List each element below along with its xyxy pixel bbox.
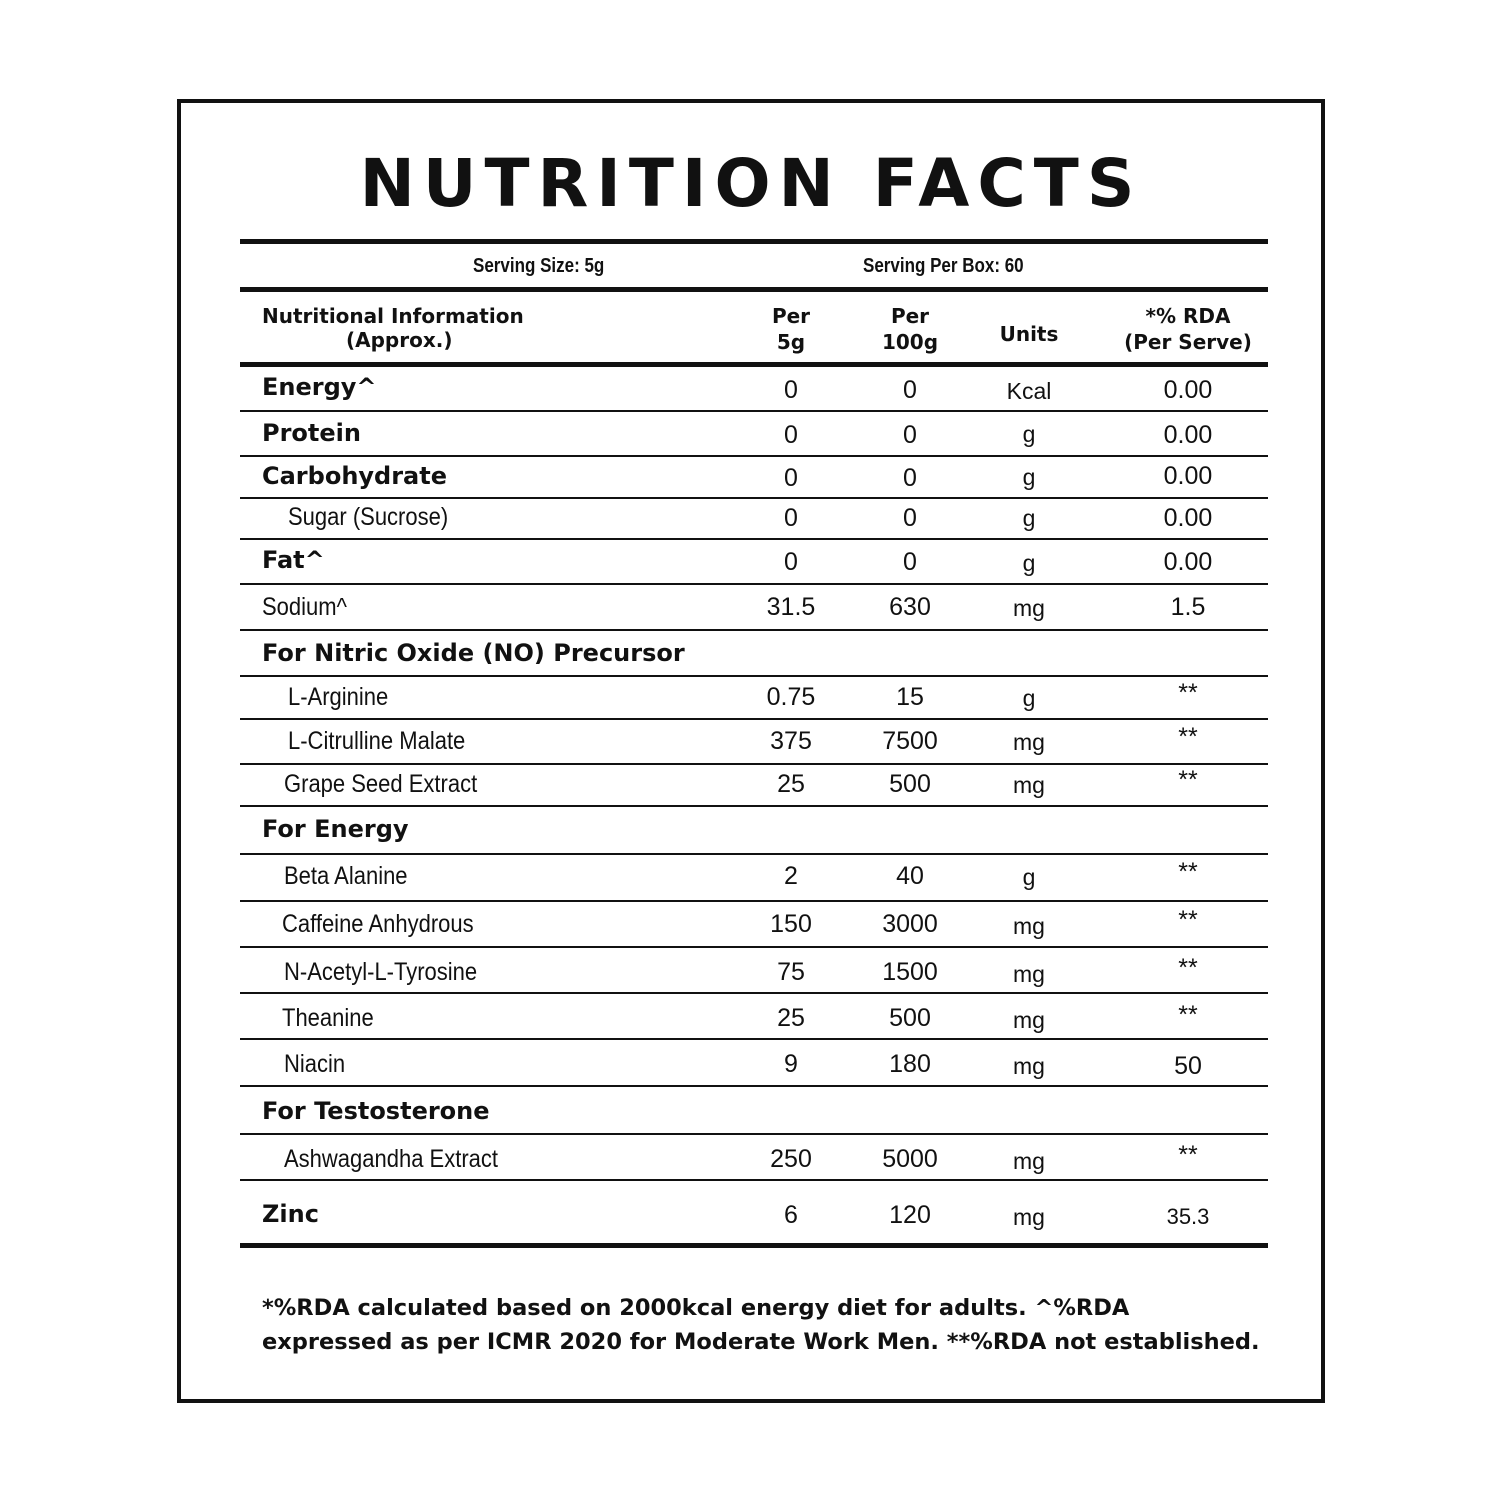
rda-value: 0.00 (1163, 421, 1213, 449)
unit: mg (1013, 595, 1045, 621)
value-per-5g: 9 (784, 1050, 798, 1078)
value-per-100g: 7500 (882, 727, 938, 755)
header-rda: *% RDA (Per Serve) (1124, 304, 1252, 354)
unit: mg (1013, 1007, 1045, 1033)
unit: mg (1013, 729, 1045, 755)
nutrient-name: Sugar (Sucrose) (288, 503, 449, 531)
unit: g (1022, 505, 1036, 531)
rda-value: 1.5 (1170, 593, 1206, 621)
rule-row (240, 497, 1268, 499)
section-heading: For Nitric Oxide (NO) Precursor (262, 639, 685, 667)
value-per-100g: 500 (889, 770, 931, 798)
nutrient-name: Caffeine Anhydrous (282, 910, 474, 938)
value-per-100g: 180 (889, 1050, 931, 1078)
rule-row (240, 1179, 1268, 1181)
serving-per-box: Serving Per Box: 60 (863, 255, 1024, 277)
value-per-5g: 150 (770, 910, 812, 938)
rda-value: 0.00 (1163, 376, 1213, 404)
value-per-5g: 0 (784, 464, 798, 492)
unit: mg (1013, 913, 1045, 939)
value-per-100g: 0 (903, 376, 917, 404)
header-per-5g: Per 5g (771, 304, 811, 354)
unit: mg (1013, 961, 1045, 987)
nutrient-name: Carbohydrate (262, 462, 448, 490)
rda-value: ** (1178, 858, 1198, 886)
unit: mg (1013, 772, 1045, 798)
rda-value: ** (1178, 1141, 1198, 1169)
value-per-100g: 630 (889, 593, 931, 621)
rule-row (240, 629, 1268, 631)
rule-row (240, 583, 1268, 585)
rule-row (240, 900, 1268, 902)
value-per-5g: 0 (784, 376, 798, 404)
rule-bottom (240, 1243, 1268, 1248)
value-per-100g: 0 (903, 464, 917, 492)
nutrient-name: Energy^ (262, 373, 377, 401)
unit: g (1022, 864, 1036, 890)
nutrient-name: N-Acetyl-L-Tyrosine (284, 958, 478, 986)
unit: mg (1013, 1204, 1045, 1230)
value-per-100g: 40 (896, 862, 924, 890)
rule-row (240, 763, 1268, 765)
rda-value: ** (1178, 723, 1198, 751)
value-per-5g: 0 (784, 548, 798, 576)
unit: mg (1013, 1053, 1045, 1079)
value-per-5g: 75 (777, 958, 805, 986)
rule-row (240, 410, 1268, 412)
rule-row (240, 675, 1268, 677)
header-units: Units (999, 322, 1059, 346)
rule-row (240, 718, 1268, 720)
value-per-100g: 0 (903, 548, 917, 576)
rule-row (240, 805, 1268, 807)
rule-row (240, 1038, 1268, 1040)
rda-value: ** (1178, 766, 1198, 794)
rule-row (240, 992, 1268, 994)
value-per-5g: 375 (770, 727, 812, 755)
nutrient-name: Beta Alanine (284, 862, 408, 890)
header-per-100g: Per 100g (881, 304, 939, 354)
value-per-5g: 25 (777, 770, 805, 798)
value-per-100g: 3000 (882, 910, 938, 938)
nutrient-name: Zinc (262, 1200, 319, 1228)
nutrient-name: Grape Seed Extract (284, 770, 478, 798)
value-per-5g: 0 (784, 421, 798, 449)
rda-value: 50 (1174, 1052, 1202, 1080)
nutrient-name: L-Citrulline Malate (288, 727, 466, 755)
rule-header (240, 362, 1268, 367)
nutrient-name: Theanine (282, 1004, 374, 1032)
value-per-100g: 120 (889, 1201, 931, 1229)
nutrient-name: Niacin (284, 1050, 346, 1078)
section-heading: For Testosterone (262, 1097, 490, 1125)
rda-value: ** (1178, 906, 1198, 934)
rule-row (240, 1085, 1268, 1087)
rda-value: 0.00 (1163, 504, 1213, 532)
rule-row (240, 853, 1268, 855)
value-per-5g: 31.5 (766, 593, 816, 621)
label-title: NUTRITION FACTS (359, 145, 1143, 222)
rda-value: ** (1178, 1001, 1198, 1029)
unit: Kcal (1006, 378, 1052, 404)
unit: mg (1013, 1148, 1045, 1174)
unit: g (1022, 464, 1036, 490)
rule-serving (240, 287, 1268, 292)
nutrient-name: Ashwagandha Extract (284, 1145, 499, 1173)
value-per-5g: 250 (770, 1145, 812, 1173)
unit: g (1022, 421, 1036, 447)
value-per-100g: 1500 (882, 958, 938, 986)
value-per-5g: 2 (784, 862, 798, 890)
value-per-100g: 15 (896, 683, 924, 711)
serving-size: Serving Size: 5g (473, 255, 605, 277)
section-heading: For Energy (262, 815, 409, 843)
unit: g (1022, 550, 1036, 576)
rule-row (240, 1133, 1268, 1135)
nutrient-name: Sodium^ (262, 593, 347, 621)
nutrient-name: Protein (262, 419, 361, 447)
value-per-5g: 6 (784, 1201, 798, 1229)
value-per-100g: 0 (903, 421, 917, 449)
rda-value: ** (1178, 679, 1198, 707)
nutrient-name: L-Arginine (288, 683, 389, 711)
rule-row (240, 538, 1268, 540)
nutrient-name: Fat^ (262, 546, 325, 574)
value-per-100g: 0 (903, 504, 917, 532)
nutrition-label (177, 99, 1325, 1403)
value-per-5g: 25 (777, 1004, 805, 1032)
value-per-100g: 5000 (882, 1145, 938, 1173)
value-per-100g: 500 (889, 1004, 931, 1032)
footnote: *%RDA calculated based on 2000kcal energy diet for adults. ^%RDA expressed as per ICMR 2020 for Moderate Work Men. **%RDA not established. (262, 1295, 1260, 1355)
rda-value: 0.00 (1163, 462, 1213, 490)
rule-top (240, 239, 1268, 244)
value-per-5g: 0 (784, 504, 798, 532)
header-nutrient: Nutritional Information (Approx.) (262, 304, 524, 352)
rda-value: 35.3 (1166, 1204, 1210, 1229)
rule-row (240, 455, 1268, 457)
value-per-5g: 0.75 (766, 683, 816, 711)
rda-value: ** (1178, 954, 1198, 982)
rule-row (240, 946, 1268, 948)
rda-value: 0.00 (1163, 548, 1213, 576)
unit: g (1022, 685, 1036, 711)
